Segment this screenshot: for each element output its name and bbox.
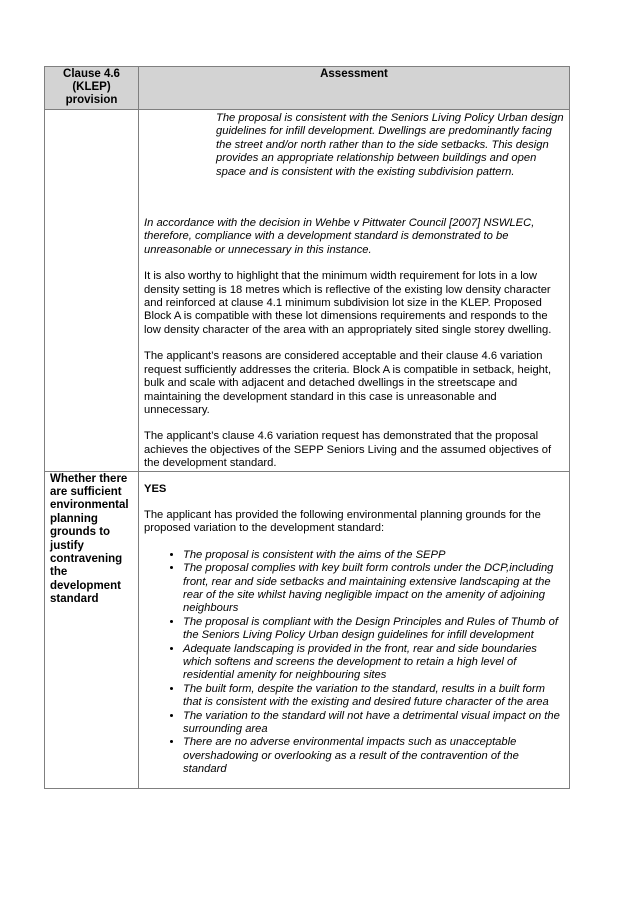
row-label-planning-grounds: Whether there are sufficient environmental planning grounds to justify contravening the development standard [45,471,139,788]
list-item: • The built form, despite the variation to the standard, results in a built form that is consistent with the existing and desired future character of the area [183,683,565,710]
list-item: • There are no adverse environmental impacts such as unacceptable overshadowing or overlooking as a result of the contravention of the standard [183,736,565,776]
table-header-row [45,67,570,110]
assessment-cell [139,110,570,472]
objectives-paragraph: The applicant’s clause 4.6 variation request has demonstrated that the proposal achieves the objectives of the SEPP Seniors Living and the assumed objectives of the development standard. [144,430,552,470]
list-item: • The proposal is consistent with the aims of the SEPP [183,549,565,562]
header-clause-provision: Clause 4.6 (KLEP) provision [45,67,139,110]
indented-quote: The proposal is consistent with the Seniors Living Policy Urban design guidelines for infill development. Dwellings are predominantly facing the street and/or north rather than to the side setbacks. This design provides an appropriate relationship between buildings and open space and is consistent with the existing subdivision pattern. [216,112,564,178]
list-item: • The proposal complies with key built form controls under the DCP,including front, rear and side setbacks and maintaining extensive landscaping at the rear of the site whilst having negligible impact on the amenity of adjoining neighbours [183,562,565,616]
assessment-table [44,66,570,789]
grounds-list [144,549,565,777]
lot-width-paragraph: It is also worthy to highlight that the minimum width requirement for lots in a low density setting is 18 metres which is reflective of the existing low density character and reinforced at clause 4.1 minimum subdivision lot size in the KLEP. Proposed Block A is compatible with these lot dimensions requirements and responds to the low density character of the area with an appropriately sited single storey dwelling. [144,270,552,336]
list-item: • The variation to the standard will not have a detrimental visual impact on the surrounding area [183,710,565,737]
assessment-cell [139,471,570,788]
table-row [45,110,570,472]
reasons-paragraph: The applicant’s reasons are considered acceptable and their clause 4.6 variation request sufficiently addresses the criteria. Block A is compatible in setback, height, bulk and scale with adjacent and detached dwellings in the streetscape and maintaining the development standard in this case is unreasonable and unnecessary. [144,350,552,416]
list-item: • Adequate landscaping is provided in the front, rear and side boundaries which softens and screens the development to retain a high level of residential amenity for neighbouring sites [183,643,565,683]
list-item: • The proposal is compliant with the Design Principles and Rules of Thumb of the Seniors Living Policy Urban design guidelines for infill development [183,616,565,643]
header-assessment: Assessment [139,67,570,110]
wehbe-paragraph: In accordance with the decision in Wehbe v Pittwater Council [2007] NSWLEC, therefore, compliance with a development standard is demonstrated to be unreasonable or unnecessary in this instance. [144,217,535,256]
grounds-intro: The applicant has provided the following environmental planning grounds for the proposed variation to the development standard: [144,508,541,535]
answer-yes: YES [144,482,167,495]
table-row [45,471,570,788]
row-label-empty [45,110,139,472]
